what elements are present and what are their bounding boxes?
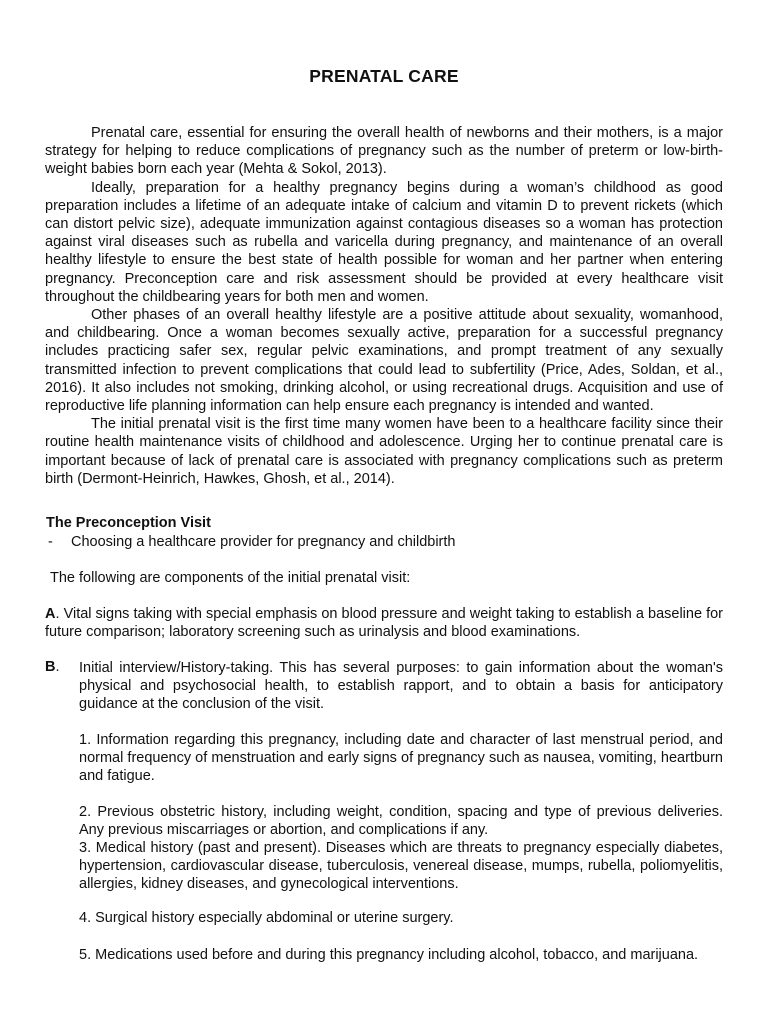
sub-item-1: 1. Information regarding this pregnancy, including date and character of last menstrual period, and normal frequency of menstruation and early signs of pregnancy such as nausea, vomiting, heartburn and fatigue. [79, 732, 723, 785]
sub-item-4: 4. Surgical history especially abdominal or uterine surgery. [79, 910, 454, 926]
item-a-label: A [45, 606, 56, 622]
components-intro: The following are components of the initial prenatal visit: [50, 570, 411, 586]
paragraph-4: The initial prenatal visit is the first time many women have been to a healthcare facility since their routine health maintenance visits of childhood and adolescence. Urging her to continue prenatal care is important because of lack of prenatal care is associated with pregnancy complications such as preterm birth (Dermont-Heinrich, Hawkes, Ghosh, et al., 2014). [45, 416, 723, 487]
item-a [45, 605, 723, 641]
bullet-text: Choosing a healthcare provider for pregnancy and childbirth [71, 534, 456, 550]
item-a-text: . Vital signs taking with special emphasis on blood pressure and weight taking to establish a baseline for future comparison; laboratory screening such as urinalysis and blood examinations. [45, 606, 723, 641]
sub-item-5: 5. Medications used before and during this pregnancy including alcohol, tobacco, and marijuana. [79, 947, 699, 963]
sub-item-3: 3. Medical history (past and present). Diseases which are threats to pregnancy especially diabetes, hypertension, cardiovascular disease, tuberculosis, venereal disease, mumps, rubella, poliomyelitis, allergies, kidney diseases, and gynecological interventions. [79, 840, 723, 893]
sub-item-2: 2. Previous obstetric history, including weight, condition, spacing and type of previous deliveries. Any previous miscarriages or abortion, and complications if any. [79, 804, 723, 839]
item-b-label: B. [45, 659, 60, 675]
paragraph-1: Prenatal care, essential for ensuring the overall health of newborns and their mothers, is a major strategy for helping to reduce complications of pregnancy such as the number of preterm or low-birth-weight babies born each year (Mehta & Sokol, 2013). [45, 125, 723, 178]
paragraph-3: Other phases of an overall healthy lifestyle are a positive attitude about sexuality, womanhood, and childbearing. Once a woman becomes sexually active, preparation for a successful pregnancy includes practicing safer sex, regular pelvic examinations, and prompt treatment of any sexually transmitted infection to prevent complications that could lead to subfertility (Price, Ades, Soldan, et al., 2016). It also includes not smoking, drinking alcohol, or using recreational drugs. Acquisition and use of reproductive life planning information can help ensure each pregnancy is intended and wanted. [45, 307, 723, 415]
section-heading: The Preconception Visit [46, 515, 211, 531]
intro-paragraphs [45, 124, 723, 488]
item-b-text: Initial interview/History-taking. This has several purposes: to gain information about the woman's physical and psychosocial health, to establish rapport, and to obtain a basis for anticipatory guidance at the conclusion of the visit. [79, 660, 723, 713]
bullet-dash: - [48, 534, 53, 550]
paragraph-2: Ideally, preparation for a healthy pregnancy begins during a woman’s childhood as good preparation includes a lifetime of an adequate intake of calcium and vitamin D to prevent rickets (which can distort pelvic size), adequate immunization against contagious diseases so a woman has protection against viral diseases such as rubella and varicella during pregnancy, and maintenance of an overall healthy lifestyle to ensure the best state of health possible for woman and her partner when entering pregnancy. Preconception care and risk assessment should be provided at every healthcare visit throughout the childbearing years for both men and women. [45, 179, 723, 305]
page-title: PRENATAL CARE [309, 66, 459, 86]
